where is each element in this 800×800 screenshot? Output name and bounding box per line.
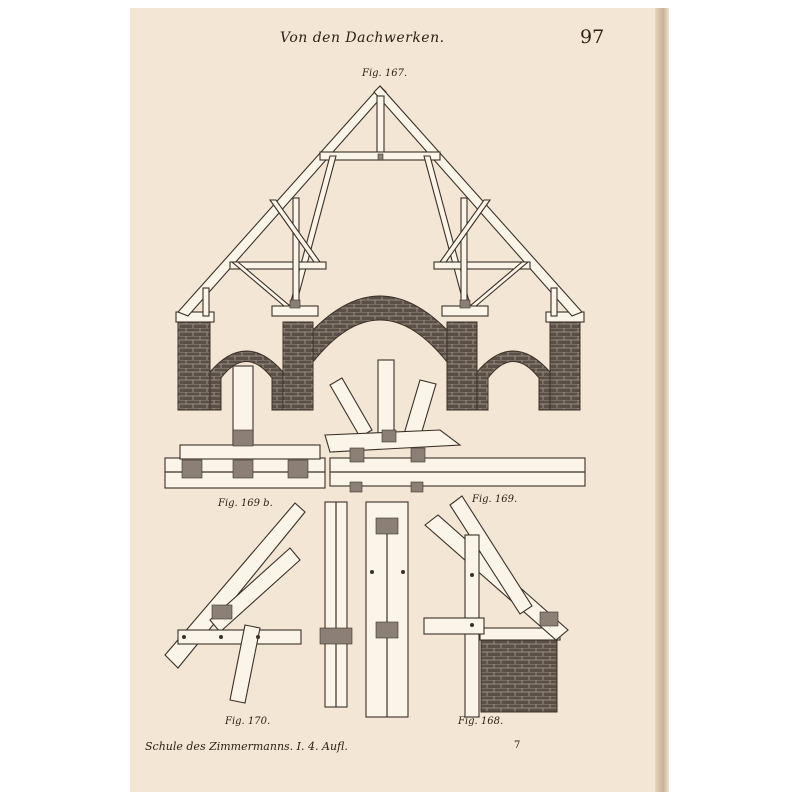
caption-fig-168: Fig. 168. (458, 716, 504, 727)
fig-168-rafter-on-wall (424, 496, 568, 717)
footer-signature: 7 (514, 740, 521, 751)
fig-170-strut-assembly (165, 503, 305, 703)
caption-fig-169b: Fig. 169 b. (218, 498, 273, 509)
running-head-title: Von den Dachwerken. (280, 30, 445, 46)
page-number: 97 (580, 26, 605, 48)
middle-posts (320, 502, 408, 717)
caption-fig-169: Fig. 169. (472, 494, 518, 505)
caption-fig-170: Fig. 170. (225, 716, 271, 727)
footer-source: Schule des Zimmermanns. I. 4. Aufl. (145, 740, 348, 753)
caption-fig-167: Fig. 167. (362, 68, 408, 79)
